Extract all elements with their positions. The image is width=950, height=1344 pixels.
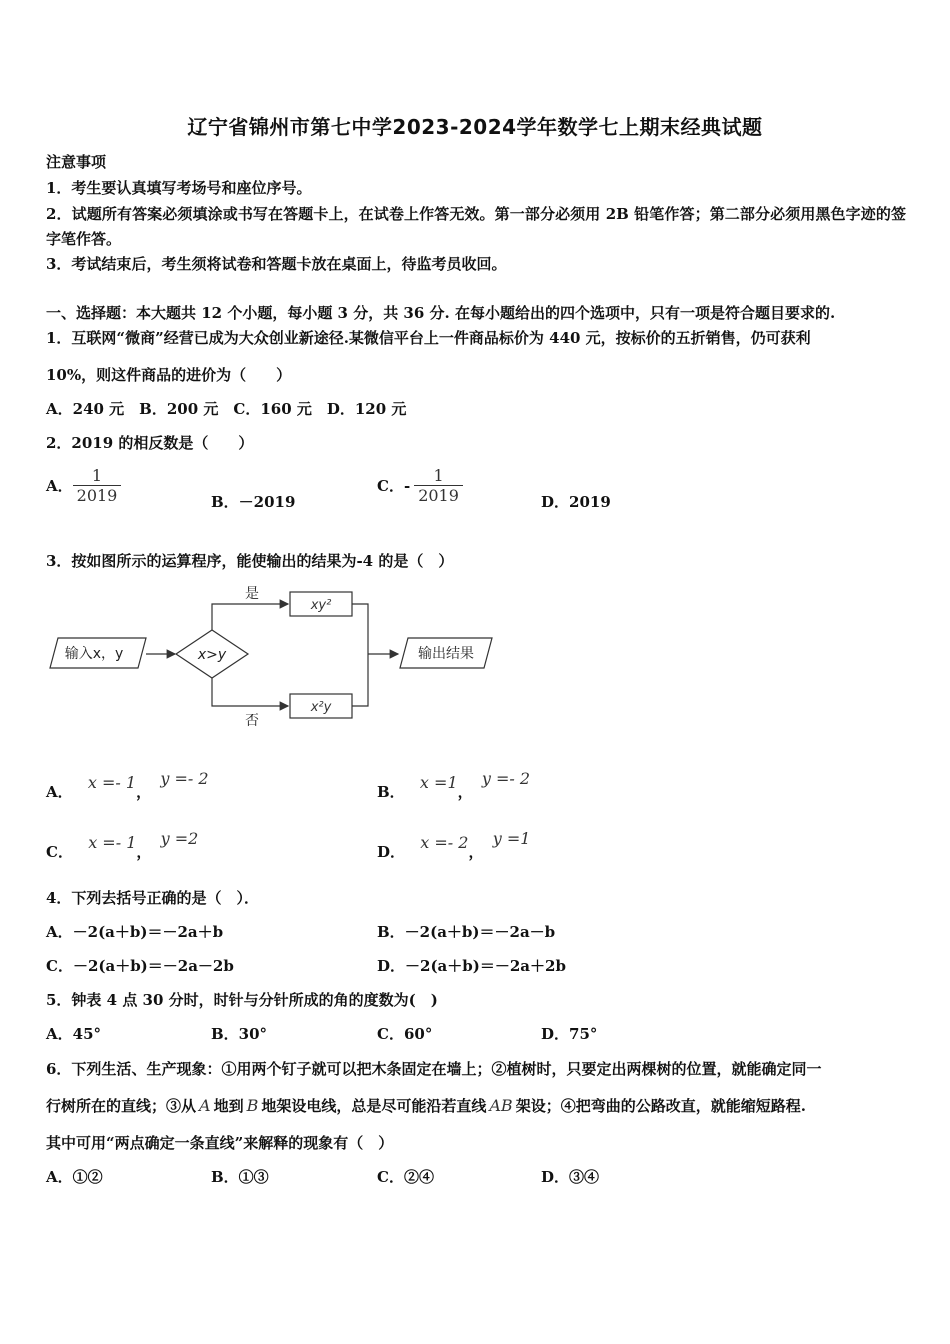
q6-option-c: C．②④ xyxy=(377,1168,434,1186)
q3-option-d xyxy=(377,828,531,861)
q2-a-numerator: 1 xyxy=(91,466,103,485)
q6-option-a: A．①② xyxy=(46,1168,103,1186)
q2-c-numerator: 1 xyxy=(433,466,444,485)
notice-heading: 注意事项 xyxy=(46,153,107,171)
q4-option-b: B．－2(a＋b)＝－2a－b xyxy=(377,923,556,941)
q2-option-a-label: A． xyxy=(46,477,73,495)
q3-c-y: y =2 xyxy=(160,829,199,848)
flow-yes-label: 是 xyxy=(245,586,259,602)
q5-option-b: B．30° xyxy=(211,1025,268,1043)
q2-option-b: B．－2019 xyxy=(211,493,296,511)
q6-option-b: B．①③ xyxy=(211,1168,269,1186)
q6-line2-part-a: 行树所在的直线；③从 xyxy=(46,1097,197,1115)
q3-b-comma: ， xyxy=(457,783,473,801)
q3-option-c xyxy=(46,828,199,861)
q2-option-d: D．2019 xyxy=(541,493,611,511)
q3-option-b xyxy=(377,768,531,801)
q6-stem-line1: 6．下列生活、生产现象：①用两个钉子就可以把木条固定在墙上；②植树时，只要定出两棵树的位置，就能确定同一 xyxy=(46,1060,822,1078)
q1-options: A．240 元 B．200 元 C．160 元 D．120 元 xyxy=(46,400,407,418)
q3-b-y: y =- 2 xyxy=(481,769,531,788)
q3-stem: 3．按如图所示的运算程序，能使输出的结果为-4 的是（ ） xyxy=(46,552,454,570)
flow-input-label: 输入x，y xyxy=(64,646,124,662)
flow-top-label: xy² xyxy=(310,598,332,613)
flow-arrow-yes xyxy=(212,604,288,630)
q3-b-label: B． xyxy=(377,783,405,801)
q1-stem-line1: 1．互联网“微商”经营已成为大众创业新途径.某微信平台上一件商品标价为 440 元，按标价的五折销售，仍可获利 xyxy=(46,329,811,347)
q6-point-b: B xyxy=(246,1096,259,1115)
q5-stem: 5．钟表 4 点 30 分时，时针与分针所成的角的度数为( ) xyxy=(46,991,438,1009)
flow-decision-label: x>y xyxy=(197,647,227,663)
q3-a-x: x =- 1 xyxy=(87,773,137,792)
q3-d-y: y =1 xyxy=(492,829,531,848)
q2-stem: 2．2019 的相反数是（ ） xyxy=(46,434,254,452)
q4-stem: 4．下列去括号正确的是（ ）． xyxy=(46,889,259,907)
q1-stem-line2: 10%，则这件商品的进价为（ ） xyxy=(46,366,292,384)
q6-stem-line3: 其中可用“两点确定一条直线”来解释的现象有（ ） xyxy=(46,1134,394,1152)
flow-no-label: 否 xyxy=(245,713,259,729)
q2-c-denominator: 2019 xyxy=(414,485,463,505)
q3-flowchart xyxy=(46,578,496,738)
q3-c-comma: ， xyxy=(136,843,152,861)
q4-option-a: A．－2(a＋b)＝－2a＋b xyxy=(46,923,224,941)
q3-c-x: x =- 1 xyxy=(88,833,137,852)
q2-a-denominator: 2019 xyxy=(73,485,122,505)
q6-point-a: A xyxy=(199,1096,211,1115)
q2-option-a xyxy=(46,466,121,505)
q6-line-ab: AB xyxy=(489,1096,513,1115)
flow-merge-line xyxy=(352,604,368,706)
q6-line2-part-b: 地到 xyxy=(213,1097,244,1115)
q2-option-a-fraction xyxy=(73,466,122,505)
notice-item-2: 2．试题所有答案必须填涂或书写在答题卡上，在试卷上作答无效。第一部分必须用 2B 铅笔作答；第二部分必须用黑色字迹的签字笔作答。 xyxy=(46,205,906,248)
flow-output-label: 输出结果 xyxy=(418,646,474,662)
section-heading: 一、选择题：本大题共 12 个小题，每小题 3 分，共 36 分. 在每小题给出的四个选项中，只有一项是符合题目要求的. xyxy=(46,304,836,322)
q2-option-c-fraction xyxy=(414,466,463,505)
q6-line2-part-c: 地架设电线，总是尽可能沿若直线 xyxy=(261,1097,487,1115)
q3-d-x: x =- 2 xyxy=(420,833,469,852)
q4-option-d: D．－2(a＋b)＝－2a＋2b xyxy=(377,957,566,975)
page-title: 辽宁省锦州市第七中学2023-2024学年数学七上期末经典试题 xyxy=(187,115,763,139)
q5-option-a: A．45° xyxy=(46,1025,102,1043)
q3-c-label: C． xyxy=(46,843,73,861)
q6-stem-line2 xyxy=(46,1095,806,1116)
q6-line2-part-d: 架设；④把弯曲的公路改直，就能缩短路程. xyxy=(515,1097,806,1115)
q5-option-c: C．60° xyxy=(377,1025,433,1043)
flow-bottom-label: x²y xyxy=(310,700,332,715)
q5-option-d: D．75° xyxy=(541,1025,598,1043)
q3-a-y: y =- 2 xyxy=(160,769,209,788)
q2-option-c xyxy=(377,466,463,505)
notice-item-3: 3．考试结束后，考生须将试卷和答题卡放在桌面上，待监考员收回。 xyxy=(46,255,507,273)
notice-item-1: 1．考生要认真填写考场号和座位序号。 xyxy=(46,179,312,197)
q3-d-comma: ， xyxy=(468,843,484,861)
q2-option-c-sign: - xyxy=(403,476,411,495)
q3-b-x: x =1 xyxy=(419,773,458,792)
q4-option-c: C．－2(a＋b)＝－2a－2b xyxy=(46,957,234,975)
q6-option-d: D．③④ xyxy=(541,1168,600,1186)
flow-arrow-no xyxy=(212,678,288,706)
q3-a-comma: ， xyxy=(136,783,152,801)
q3-option-a xyxy=(46,768,209,801)
q3-d-label: D． xyxy=(377,843,406,861)
q2-option-c-label: C． xyxy=(377,477,404,495)
q3-a-label: A． xyxy=(46,783,73,801)
